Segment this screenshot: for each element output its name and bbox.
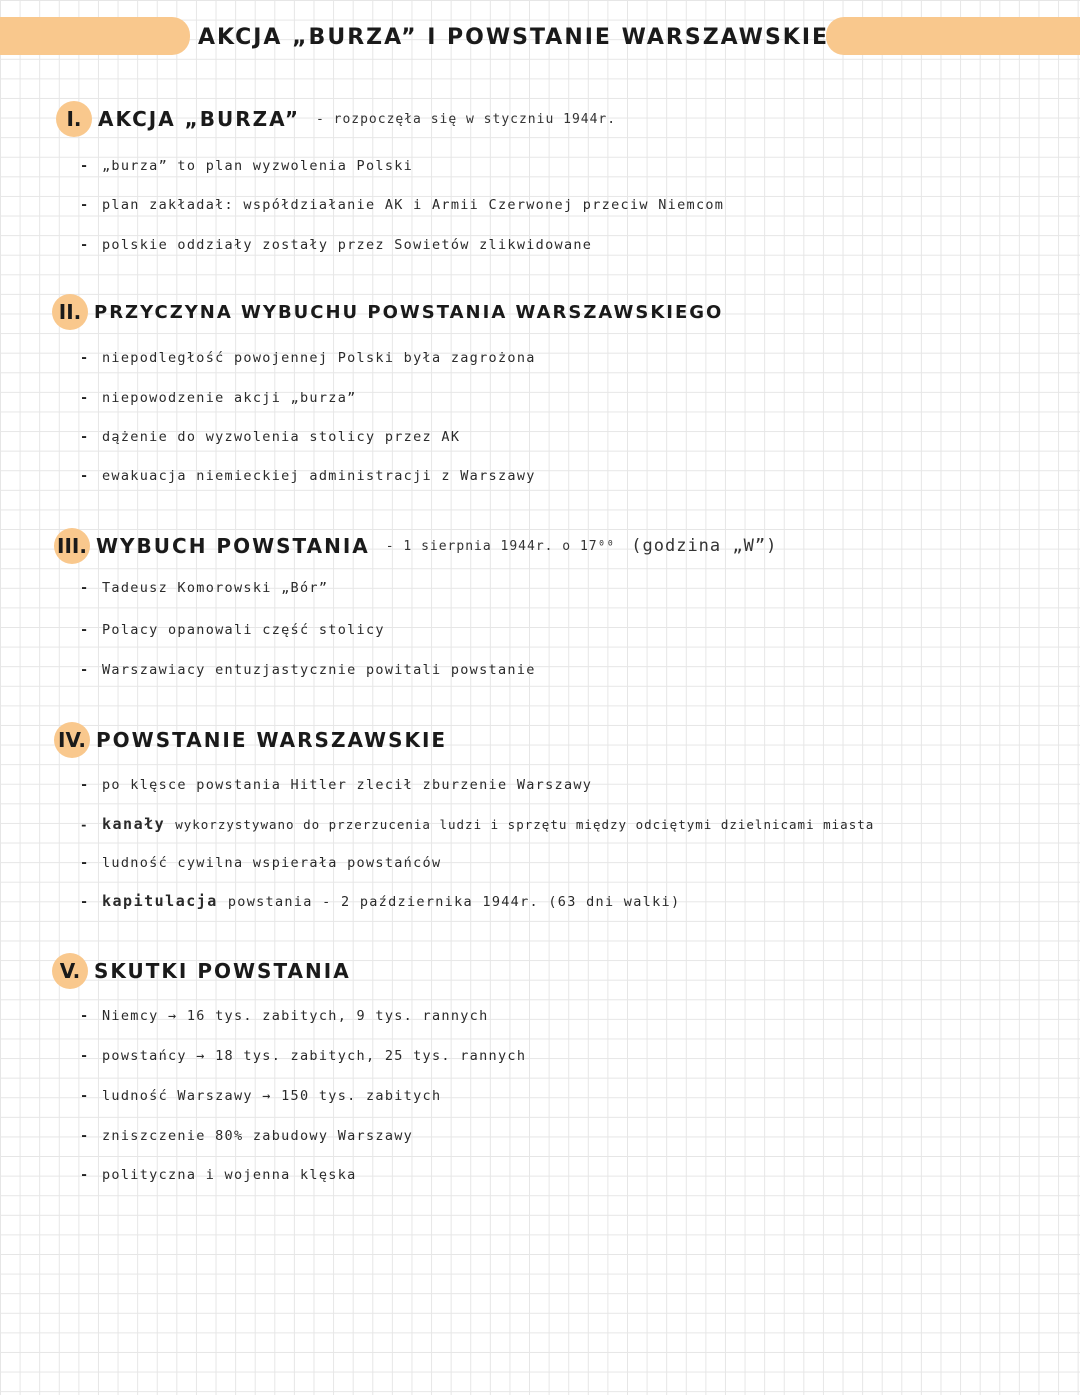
section-1-numeral: I. [56, 101, 92, 137]
section-3-numeral: III. [54, 528, 90, 564]
bullet-dash: - [80, 894, 90, 910]
section-3-note: - 1 sierpnia 1944r. o 17⁰⁰ [385, 538, 616, 554]
bullet-dash: - [80, 1048, 90, 1064]
list-item [80, 350, 536, 366]
bullet-dash: - [80, 622, 90, 638]
list-item-text: Tadeusz Komorowski „Bór” [102, 580, 329, 596]
section-4-numeral: IV. [54, 722, 90, 758]
list-item-text: niepowodzenie akcji „burza” [102, 390, 357, 406]
bullet-dash: - [80, 855, 90, 871]
bullet-dash: - [80, 662, 90, 678]
bullet-dash: - [80, 390, 90, 406]
bullet-dash: - [80, 1008, 90, 1024]
section-1-title: AKCJA „BURZA” [98, 107, 300, 131]
section-2-heading [52, 294, 723, 330]
section-5-title: SKUTKI POWSTANIA [94, 959, 351, 983]
bullet-dash: - [80, 1167, 90, 1183]
list-item [80, 580, 328, 596]
bullet-dash: - [80, 197, 90, 213]
list-item [80, 777, 592, 793]
list-item [80, 429, 460, 445]
list-item-text: powstania - 2 października 1944r. (63 dni walki) [227, 894, 681, 910]
list-item [80, 815, 874, 833]
bullet-dash: - [80, 350, 90, 366]
section-2-title: PRZYCZYNA WYBUCHU POWSTANIA WARSZAWSKIEGO [94, 301, 724, 323]
list-item [80, 1008, 489, 1024]
list-item-text: powstańcy → 18 tys. zabitych, 25 tys. rannych [102, 1048, 527, 1064]
list-item-text: wykorzystywano do przerzucenia ludzi i sprzętu między odciętymi dzielnicami miasta [175, 817, 875, 832]
page-title: AKCJA „BURZA” I POWSTANIE WARSZAWSKIE [198, 25, 830, 50]
bullet-dash: - [80, 429, 90, 445]
list-item-lead: kapitulacja [102, 892, 218, 910]
list-item-text: zniszczenie 80% zabudowy Warszawy [102, 1128, 414, 1144]
bullet-dash: - [80, 1088, 90, 1104]
list-item-text: dążenie do wyzwolenia stolicy przez AK [102, 429, 461, 445]
bullet-dash: - [80, 1128, 90, 1144]
list-item [80, 1048, 526, 1064]
list-item-text: ludność cywilna wspierała powstańców [102, 855, 442, 871]
list-item-text: polskie oddziały zostały przez Sowietów zlikwidowane [102, 237, 593, 253]
list-item-text: ludność Warszawy → 150 tys. zabitych [102, 1088, 442, 1104]
list-item-text: Polacy opanowali część stolicy [102, 622, 385, 638]
section-1-heading [56, 101, 616, 137]
bullet-dash: - [80, 468, 90, 484]
title-highlight-right [826, 17, 1080, 55]
list-item-text: Warszawiacy entuzjastycznie powitali powstanie [102, 662, 536, 678]
section-3-title: WYBUCH POWSTANIA [96, 534, 370, 558]
list-item-text: po klęsce powstania Hitler zlecił zburzenie Warszawy [102, 777, 593, 793]
list-item-text: „burza” to plan wyzwolenia Polski [102, 158, 414, 174]
section-4-heading [54, 722, 447, 758]
section-4-title: POWSTANIE WARSZAWSKIE [96, 728, 448, 752]
list-item-text: plan zakładał: współdziałanie AK i Armii Czerwonej przeciw Niemcom [102, 197, 725, 213]
bullet-dash: - [80, 158, 90, 174]
list-item [80, 158, 413, 174]
list-item [80, 1167, 357, 1183]
list-item [80, 892, 680, 910]
section-5-numeral: V. [52, 953, 88, 989]
list-item [80, 622, 385, 638]
list-item-text: Niemcy → 16 tys. zabitych, 9 tys. rannych [102, 1008, 489, 1024]
list-item-text: niepodległość powojennej Polski była zagrożona [102, 350, 536, 366]
title-highlight-left [0, 17, 190, 55]
list-item-text: ewakuacja niemieckiej administracji z Warszawy [102, 468, 536, 484]
list-item [80, 390, 357, 406]
section-1-note: - rozpoczęła się w styczniu 1944r. [315, 111, 617, 127]
list-item [80, 1088, 441, 1104]
list-item-text: polityczna i wojenna klęska [102, 1167, 357, 1183]
list-item [80, 1128, 413, 1144]
bullet-dash: - [80, 237, 90, 253]
section-2-numeral: II. [52, 294, 88, 330]
list-item-lead: kanały [102, 815, 166, 833]
list-item [80, 237, 592, 253]
bullet-dash: - [80, 777, 90, 793]
list-item [80, 468, 536, 484]
list-item [80, 855, 441, 871]
section-3-note-hour: (godzina „W”) [631, 536, 778, 556]
section-5-heading [52, 953, 351, 989]
bullet-dash: - [80, 817, 89, 832]
list-item [80, 197, 724, 213]
list-item [80, 662, 536, 678]
bullet-dash: - [80, 580, 90, 596]
section-3-heading [54, 528, 777, 564]
